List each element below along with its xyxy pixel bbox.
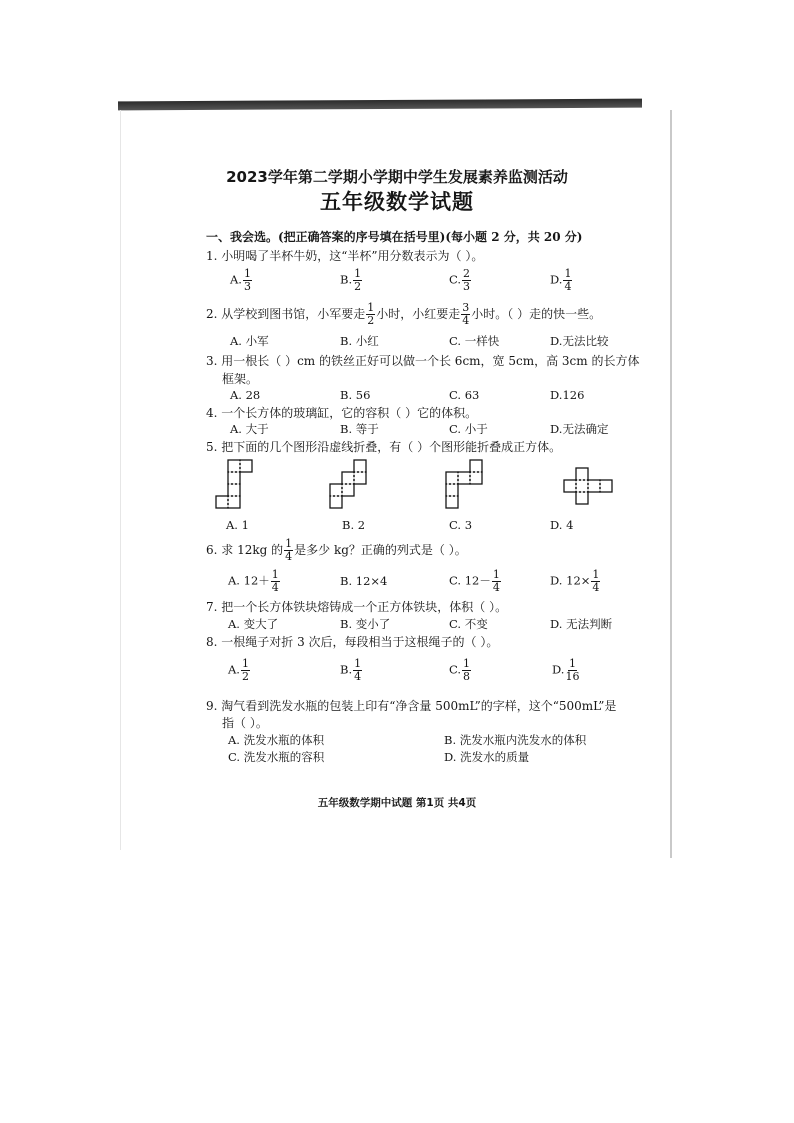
q4-option-a: A. 大于: [230, 422, 269, 436]
q5-option-d: D. 4: [550, 518, 574, 532]
cube-net-figure-2: [326, 458, 374, 512]
q3-option-a: A. 28: [230, 388, 261, 402]
q7-option-b: B. 变小了: [340, 617, 391, 631]
q5-option-b: B. 2: [342, 518, 366, 532]
q2-option-c: C. 一样快: [449, 334, 500, 348]
q4-option-d: D.无法确定: [550, 422, 609, 436]
q6-option-d: D. 12× $\frac{1}{4}$: [550, 568, 600, 594]
q6-option-c: C. 12－ $\frac{1}{4}$: [449, 568, 500, 594]
q2-option-a: A. 小军: [230, 334, 269, 348]
q3-option-d: D.126: [550, 388, 585, 402]
scan-top-edge: [118, 99, 642, 111]
q8-option-b: B. $\frac{1}{4}$: [340, 657, 362, 683]
question-3-line-2: 框架。: [222, 372, 259, 386]
exam-subtitle: 五年级数学试题: [320, 190, 474, 214]
question-6: 6. 求 12kg 的 $\frac{1}{4}$ 是多少 kg？正确的列式是（ ）。: [206, 537, 467, 563]
q8-option-d: D. $\frac{1}{16}$: [552, 657, 580, 683]
cube-net-figure-1: [212, 458, 256, 512]
q9-option-a: A. 洗发水瓶的体积: [228, 733, 325, 747]
q8-option-a: A. $\frac{1}{2}$: [228, 657, 249, 683]
page-footer: 五年级数学期中试题 第1页 共4页: [317, 797, 477, 809]
question-8: 8. 一根绳子对折 3 次后，每段相当于这根绳子的（ ）。: [206, 635, 499, 649]
cube-net-figure-3: [440, 458, 488, 512]
q1-option-c: C. $\frac{2}{3}$: [449, 267, 471, 293]
q9-option-b: B. 洗发水瓶内洗发水的体积: [444, 733, 587, 747]
question-2: 2. 从学校到图书馆，小军要走 $\frac{1}{2}$ 小时，小红要走 $\frac{3}{4}$ 小时。（ ）走的快一些。: [206, 301, 602, 327]
question-9-line-2: 指（ ）。: [222, 716, 268, 730]
question-4: 4. 一个长方体的玻璃缸，它的容积（ ）它的体积。: [206, 406, 478, 420]
section-heading: 一、我会选。(把正确答案的序号填在括号里)(每小题 2 分，共 20 分): [206, 230, 583, 244]
q3-option-c: C. 63: [449, 388, 480, 402]
q3-option-b: B. 56: [340, 388, 371, 402]
q7-option-c: C. 不变: [449, 617, 488, 631]
q5-option-c: C. 3: [449, 518, 473, 532]
q7-option-a: A. 变大了: [228, 617, 279, 631]
scan-left-edge: [120, 110, 121, 850]
q7-option-d: D. 无法判断: [550, 617, 613, 631]
question-7: 7. 把一个长方体铁块熔铸成一个正方体铁块，体积（ ）。: [206, 600, 508, 614]
q9-option-d: D. 洗发水的质量: [444, 750, 530, 764]
question-1: 1. 小明喝了半杯牛奶，这“半杯”用分数表示为（ ）。: [206, 249, 484, 263]
q1-option-a: A. $\frac{1}{3}$: [230, 267, 251, 293]
exam-title: 2023学年第二学期小学期中学生发展素养监测活动: [226, 168, 568, 186]
q6-option-b: B. 12×4: [340, 574, 388, 588]
q6-option-a: A. 12＋ $\frac{1}{4}$: [228, 568, 279, 594]
q2-option-d: D.无法比较: [550, 334, 609, 348]
q1-option-b: B. $\frac{1}{2}$: [340, 267, 362, 293]
q5-option-a: A. 1: [226, 518, 249, 532]
question-9-line-1: 9. 淘气看到洗发水瓶的包装上印有“净含量 500mL”的字样，这个“500mL”是: [206, 699, 617, 713]
q9-option-c: C. 洗发水瓶的容积: [228, 750, 325, 764]
q8-option-c: C. $\frac{1}{8}$: [449, 657, 471, 683]
q2-option-b: B. 小红: [340, 334, 379, 348]
cube-net-figure-4: [556, 466, 616, 506]
question-3-line-1: 3. 用一根长（ ）cm 的铁丝正好可以做一个长 6cm，宽 5cm，高 3cm 的长方体: [206, 354, 640, 368]
question-5: 5. 把下面的几个图形沿虚线折叠，有（ ）个图形能折叠成正方体。: [206, 440, 562, 454]
q4-option-b: B. 等于: [340, 422, 379, 436]
q1-option-d: D. $\frac{1}{4}$: [550, 267, 572, 293]
scan-right-edge: [670, 110, 672, 858]
q4-option-c: C. 小于: [449, 422, 488, 436]
